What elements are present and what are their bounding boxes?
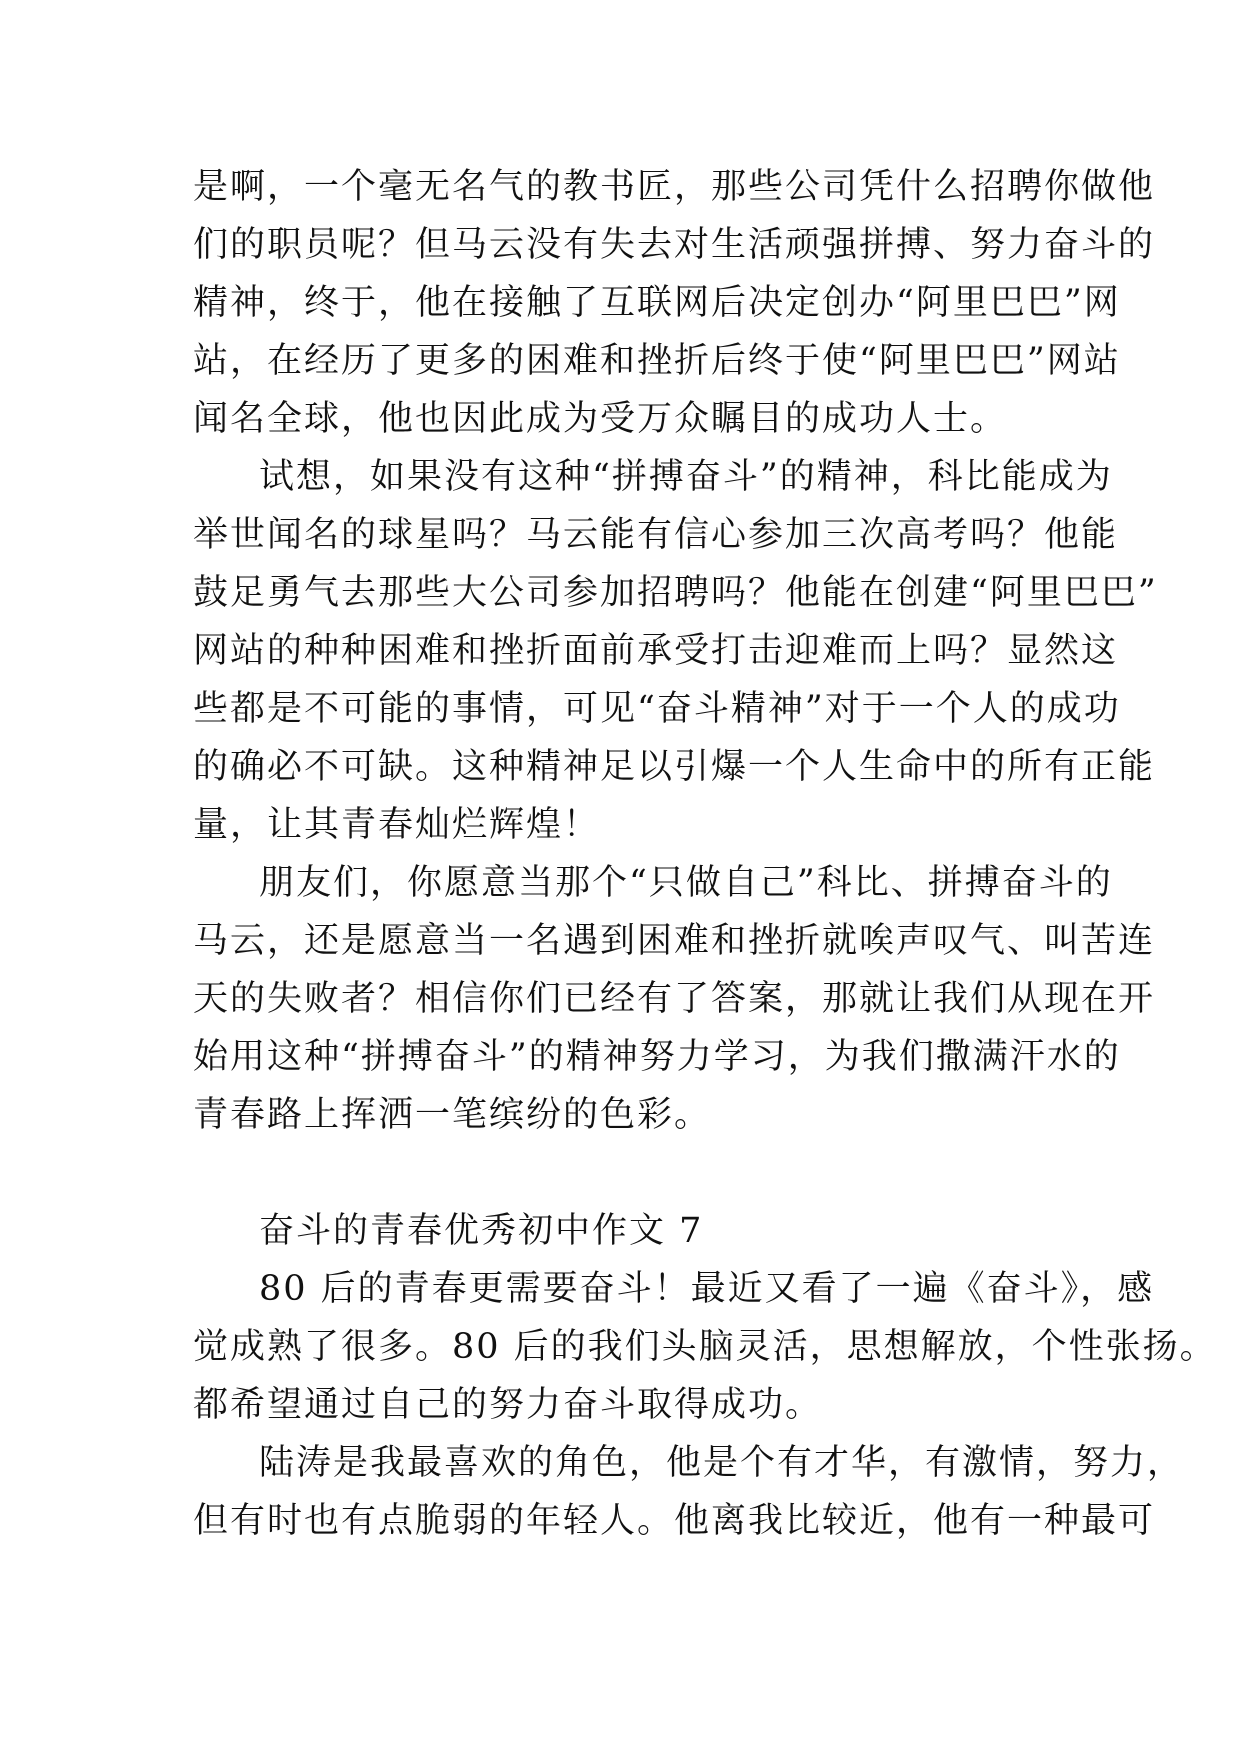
paragraph-line: 的确必不可缺。这种精神足以引爆一个人生命中的所有正能 — [193, 747, 1156, 787]
paragraph-line: 网站的种种困难和挫折面前承受打击迎难而上吗？显然这 — [193, 631, 1119, 671]
paragraph-line: 举世闻名的球星吗？马云能有信心参加三次高考吗？他能 — [193, 515, 1119, 555]
paragraph-line: 试想，如果没有这种“拼搏奋斗”的精神，科比能成为 — [259, 457, 1113, 497]
paragraph-line: 80 后的青春更需要奋斗！最近又看了一遍《奋斗》，感 — [259, 1269, 1155, 1309]
section-title: 奋斗的青春优秀初中作文 7 — [259, 1211, 704, 1251]
paragraph-line: 觉成熟了很多。80 后的我们头脑灵活，思想解放，个性张扬。 — [193, 1327, 1217, 1367]
paragraph-line: 天的失败者？相信你们已经有了答案，那就让我们从现在开 — [193, 979, 1156, 1019]
blank-line — [193, 1144, 1048, 1202]
paragraph-line: 马云，还是愿意当一名遇到困难和挫折就唉声叹气、叫苦连 — [193, 921, 1156, 961]
paragraph-line: 精神，终于，他在接触了互联网后决定创办“阿里巴巴”网 — [193, 283, 1121, 323]
paragraph-line: 量，让其青春灿烂辉煌！ — [193, 805, 601, 845]
paragraph-line: 些都是不可能的事情，可见“奋斗精神”对于一个人的成功 — [193, 689, 1121, 729]
paragraph-line: 始用这种“拼搏奋斗”的精神努力学习，为我们撒满汗水的 — [193, 1037, 1121, 1077]
paragraph-line: 都希望通过自己的努力奋斗取得成功。 — [193, 1385, 823, 1425]
paragraph-line: 青春路上挥洒一笔缤纷的色彩。 — [193, 1095, 712, 1135]
paragraph-line: 们的职员呢？但马云没有失去对生活顽强拼搏、努力奋斗的 — [193, 225, 1156, 265]
document-body — [193, 158, 1217, 1550]
paragraph-line: 但有时也有点脆弱的年轻人。他离我比较近，他有一种最可 — [193, 1501, 1156, 1541]
paragraph-line: 是啊，一个毫无名气的教书匠，那些公司凭什么招聘你做他 — [193, 167, 1156, 207]
paragraph-line: 陆涛是我最喜欢的角色，他是个有才华，有激情，努力， — [259, 1443, 1185, 1483]
paragraph-line: 鼓足勇气去那些大公司参加招聘吗？他能在创建“阿里巴巴” — [193, 573, 1158, 613]
paragraph-line: 站，在经历了更多的困难和挫折后终于使“阿里巴巴”网站 — [193, 341, 1121, 381]
paragraph-line: 闻名全球，他也因此成为受万众瞩目的成功人士。 — [193, 399, 1008, 439]
paragraph-line: 朋友们，你愿意当那个“只做自己”科比、拼搏奋斗的 — [259, 863, 1113, 903]
